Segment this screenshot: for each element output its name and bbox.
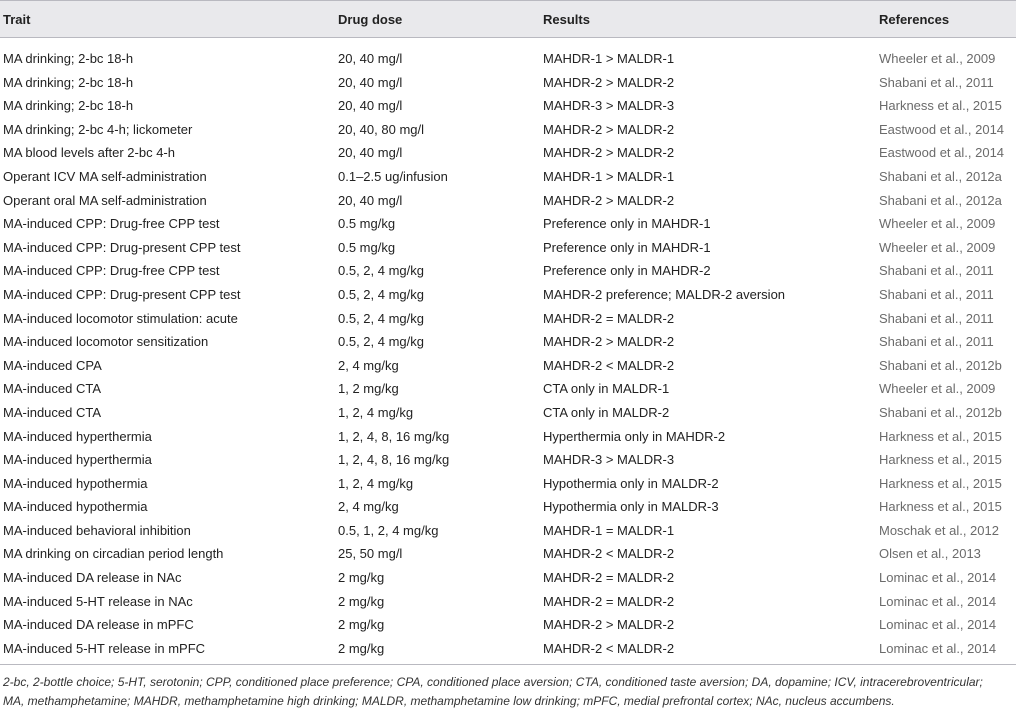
cell-drug-dose: 20, 40 mg/l (338, 74, 403, 90)
cell-trait: MA-induced hypothermia (3, 475, 148, 491)
cell-reference: Shabani et al., 2012a (879, 168, 1002, 184)
table-row (0, 472, 1016, 496)
cell-drug-dose: 2, 4 mg/kg (338, 499, 399, 515)
cell-reference: Harkness et al., 2015 (879, 98, 1002, 114)
cell-trait: MA-induced DA release in NAc (3, 570, 182, 586)
table-row (0, 542, 1016, 566)
cell-results: MAHDR-2 < MALDR-2 (543, 640, 675, 656)
cell-drug-dose: 0.5, 2, 4 mg/kg (338, 263, 424, 279)
cell-drug-dose: 0.5, 2, 4 mg/kg (338, 286, 424, 302)
table-row (0, 212, 1016, 236)
table-row (0, 354, 1016, 378)
cell-reference: Shabani et al., 2011 (879, 263, 994, 279)
footnote-line-2: MA, methamphetamine; MAHDR, methamphetamine high drinking; MALDR, methamphetamine low drinking; mPFC, medial prefrontal cortex; NAc, nucleus accumbens. (3, 694, 895, 709)
cell-reference: Shabani et al., 2012b (879, 404, 1002, 420)
table-top-spacer (0, 38, 1016, 48)
cell-reference: Harkness et al., 2015 (879, 428, 1002, 444)
cell-results: MAHDR-2 > MALDR-2 (543, 617, 675, 633)
table-row (0, 71, 1016, 95)
cell-trait: MA drinking; 2-bc 18-h (3, 98, 134, 114)
table-row (0, 377, 1016, 401)
cell-reference: Harkness et al., 2015 (879, 499, 1002, 515)
cell-reference: Eastwood et al., 2014 (879, 121, 1005, 137)
cell-trait: MA-induced CPP: Drug-present CPP test (3, 286, 241, 302)
cell-trait: MA-induced hyperthermia (3, 428, 152, 444)
cell-results: Hyperthermia only in MAHDR-2 (543, 428, 726, 444)
cell-reference: Wheeler et al., 2009 (879, 51, 996, 66)
cell-results: MAHDR-2 > MALDR-2 (543, 192, 675, 208)
cell-drug-dose: 0.5, 1, 2, 4 mg/kg (338, 522, 439, 538)
cell-drug-dose: 20, 40 mg/l (338, 192, 403, 208)
cell-trait: MA-induced hyperthermia (3, 452, 152, 468)
cell-results: MAHDR-2 > MALDR-2 (543, 145, 675, 161)
cell-reference: Moschak et al., 2012 (879, 522, 999, 538)
cell-trait: MA blood levels after 2-bc 4-h (3, 145, 175, 161)
table-row (0, 259, 1016, 283)
cell-reference: Wheeler et al., 2009 (879, 216, 996, 232)
table-row (0, 141, 1016, 165)
footnote-line-1: 2-bc, 2-bottle choice; 5-HT, serotonin; CPP, conditioned place preference; CPA, conditioned place aversion; CTA, conditioned taste aversion; DA, dopamine; ICV, intracerebroventricular; (3, 675, 983, 690)
cell-trait: MA-induced CTA (3, 381, 102, 397)
cell-trait: MA drinking on circadian period length (3, 546, 224, 562)
table-row (0, 401, 1016, 425)
cell-trait: MA-induced behavioral inhibition (3, 522, 191, 538)
table-row (0, 519, 1016, 543)
table-footnote (0, 665, 1013, 711)
cell-drug-dose: 1, 2, 4 mg/kg (338, 475, 414, 491)
header-results: Results (540, 1, 876, 38)
cell-results: Hypothermia only in MALDR-2 (543, 475, 719, 491)
cell-results: Preference only in MAHDR-1 (543, 216, 711, 232)
table-row (0, 590, 1016, 614)
cell-results: MAHDR-2 > MALDR-2 (543, 121, 675, 137)
cell-drug-dose: 2 mg/kg (338, 640, 385, 656)
table-row (0, 613, 1016, 637)
cell-results: MAHDR-2 = MALDR-2 (543, 593, 675, 609)
spacer-cell (0, 38, 1016, 48)
cell-results: MAHDR-3 > MALDR-3 (543, 452, 675, 468)
cell-drug-dose: 20, 40 mg/l (338, 51, 403, 66)
cell-reference: Shabani et al., 2012a (879, 192, 1002, 208)
cell-drug-dose: 2 mg/kg (338, 570, 385, 586)
cell-results: MAHDR-2 = MALDR-2 (543, 310, 675, 326)
table-row (0, 236, 1016, 260)
cell-trait: Operant ICV MA self-administration (3, 168, 207, 184)
cell-reference: Shabani et al., 2011 (879, 310, 994, 326)
cell-reference: Lominac et al., 2014 (879, 593, 997, 609)
cell-drug-dose: 0.5 mg/kg (338, 216, 396, 232)
cell-trait: MA drinking; 2-bc 4-h; lickometer (3, 121, 193, 137)
table-row (0, 330, 1016, 354)
table-row (0, 165, 1016, 189)
cell-drug-dose: 2, 4 mg/kg (338, 357, 399, 373)
cell-reference: Shabani et al., 2011 (879, 286, 994, 302)
cell-trait: MA-induced CTA (3, 404, 102, 420)
header-drug-dose: Drug dose (335, 1, 540, 38)
cell-drug-dose: 1, 2, 4, 8, 16 mg/kg (338, 452, 450, 468)
table-row (0, 94, 1016, 118)
cell-trait: MA-induced CPP: Drug-free CPP test (3, 216, 220, 232)
table-body (0, 38, 1016, 661)
cell-drug-dose: 20, 40 mg/l (338, 145, 403, 161)
cell-results: CTA only in MALDR-2 (543, 404, 670, 420)
cell-drug-dose: 1, 2, 4, 8, 16 mg/kg (338, 428, 450, 444)
cell-results: CTA only in MALDR-1 (543, 381, 670, 397)
cell-reference: Shabani et al., 2011 (879, 74, 994, 90)
cell-drug-dose: 1, 2, 4 mg/kg (338, 404, 414, 420)
cell-reference: Shabani et al., 2011 (879, 334, 994, 350)
cell-results: MAHDR-2 = MALDR-2 (543, 570, 675, 586)
cell-drug-dose: 0.5, 2, 4 mg/kg (338, 334, 424, 350)
cell-trait: MA-induced CPP: Drug-present CPP test (3, 239, 241, 255)
cell-trait: Operant oral MA self-administration (3, 192, 207, 208)
cell-trait: MA-induced CPP: Drug-free CPP test (3, 263, 220, 279)
cell-drug-dose: 0.1–2.5 ug/infusion (338, 168, 448, 184)
cell-results: MAHDR-1 = MALDR-1 (543, 522, 675, 538)
cell-results: MAHDR-2 < MALDR-2 (543, 357, 675, 373)
header-row (0, 1, 1016, 38)
cell-drug-dose: 2 mg/kg (338, 617, 385, 633)
cell-reference: Harkness et al., 2015 (879, 452, 1002, 468)
cell-results: Preference only in MAHDR-1 (543, 239, 711, 255)
table-row (0, 425, 1016, 449)
cell-results: MAHDR-2 preference; MALDR-2 aversion (543, 286, 786, 302)
cell-drug-dose: 20, 40 mg/l (338, 98, 403, 114)
cell-reference: Shabani et al., 2012b (879, 357, 1002, 373)
table-row (0, 566, 1016, 590)
table-row (0, 448, 1016, 472)
cell-reference: Olsen et al., 2013 (879, 546, 981, 562)
cell-trait: MA-induced DA release in mPFC (3, 617, 194, 633)
cell-results: MAHDR-3 > MALDR-3 (543, 98, 675, 114)
table-row (0, 189, 1016, 213)
cell-drug-dose: 2 mg/kg (338, 593, 385, 609)
cell-reference: Lominac et al., 2014 (879, 617, 997, 633)
cell-reference: Lominac et al., 2014 (879, 570, 997, 586)
cell-reference: Lominac et al., 2014 (879, 640, 997, 656)
cell-trait: MA-induced locomotor stimulation: acute (3, 310, 238, 326)
cell-trait: MA-induced 5-HT release in mPFC (3, 640, 206, 656)
table-row (0, 307, 1016, 331)
cell-trait: MA drinking; 2-bc 18-h (3, 51, 134, 66)
cell-trait: MA-induced locomotor sensitization (3, 334, 209, 350)
cell-results: Hypothermia only in MALDR-3 (543, 499, 719, 515)
cell-reference: Wheeler et al., 2009 (879, 239, 996, 255)
cell-trait: MA-induced 5-HT release in NAc (3, 593, 193, 609)
cell-results: MAHDR-1 > MALDR-1 (543, 51, 675, 66)
header-references: References (876, 1, 1016, 38)
cell-trait: MA drinking; 2-bc 18-h (3, 74, 134, 90)
cell-results: MAHDR-2 < MALDR-2 (543, 546, 675, 562)
cell-reference: Wheeler et al., 2009 (879, 381, 996, 397)
cell-drug-dose: 25, 50 mg/l (338, 546, 403, 562)
cell-results: MAHDR-2 > MALDR-2 (543, 74, 675, 90)
cell-trait: MA-induced hypothermia (3, 499, 148, 515)
table-row (0, 495, 1016, 519)
table-row (0, 637, 1016, 661)
cell-trait: MA-induced CPA (3, 357, 102, 373)
cell-reference: Eastwood et al., 2014 (879, 145, 1005, 161)
cell-drug-dose: 20, 40, 80 mg/l (338, 121, 424, 137)
cell-drug-dose: 0.5 mg/kg (338, 239, 396, 255)
table-row (0, 118, 1016, 142)
cell-drug-dose: 0.5, 2, 4 mg/kg (338, 310, 424, 326)
cell-results: MAHDR-2 > MALDR-2 (543, 334, 675, 350)
cell-reference: Harkness et al., 2015 (879, 475, 1002, 491)
cell-results: Preference only in MAHDR-2 (543, 263, 711, 279)
header-trait: Trait (0, 1, 335, 38)
table-row (0, 47, 1016, 71)
table-row (0, 283, 1016, 307)
cell-drug-dose: 1, 2 mg/kg (338, 381, 399, 397)
cell-results: MAHDR-1 > MALDR-1 (543, 168, 675, 184)
table-header (0, 1, 1016, 38)
